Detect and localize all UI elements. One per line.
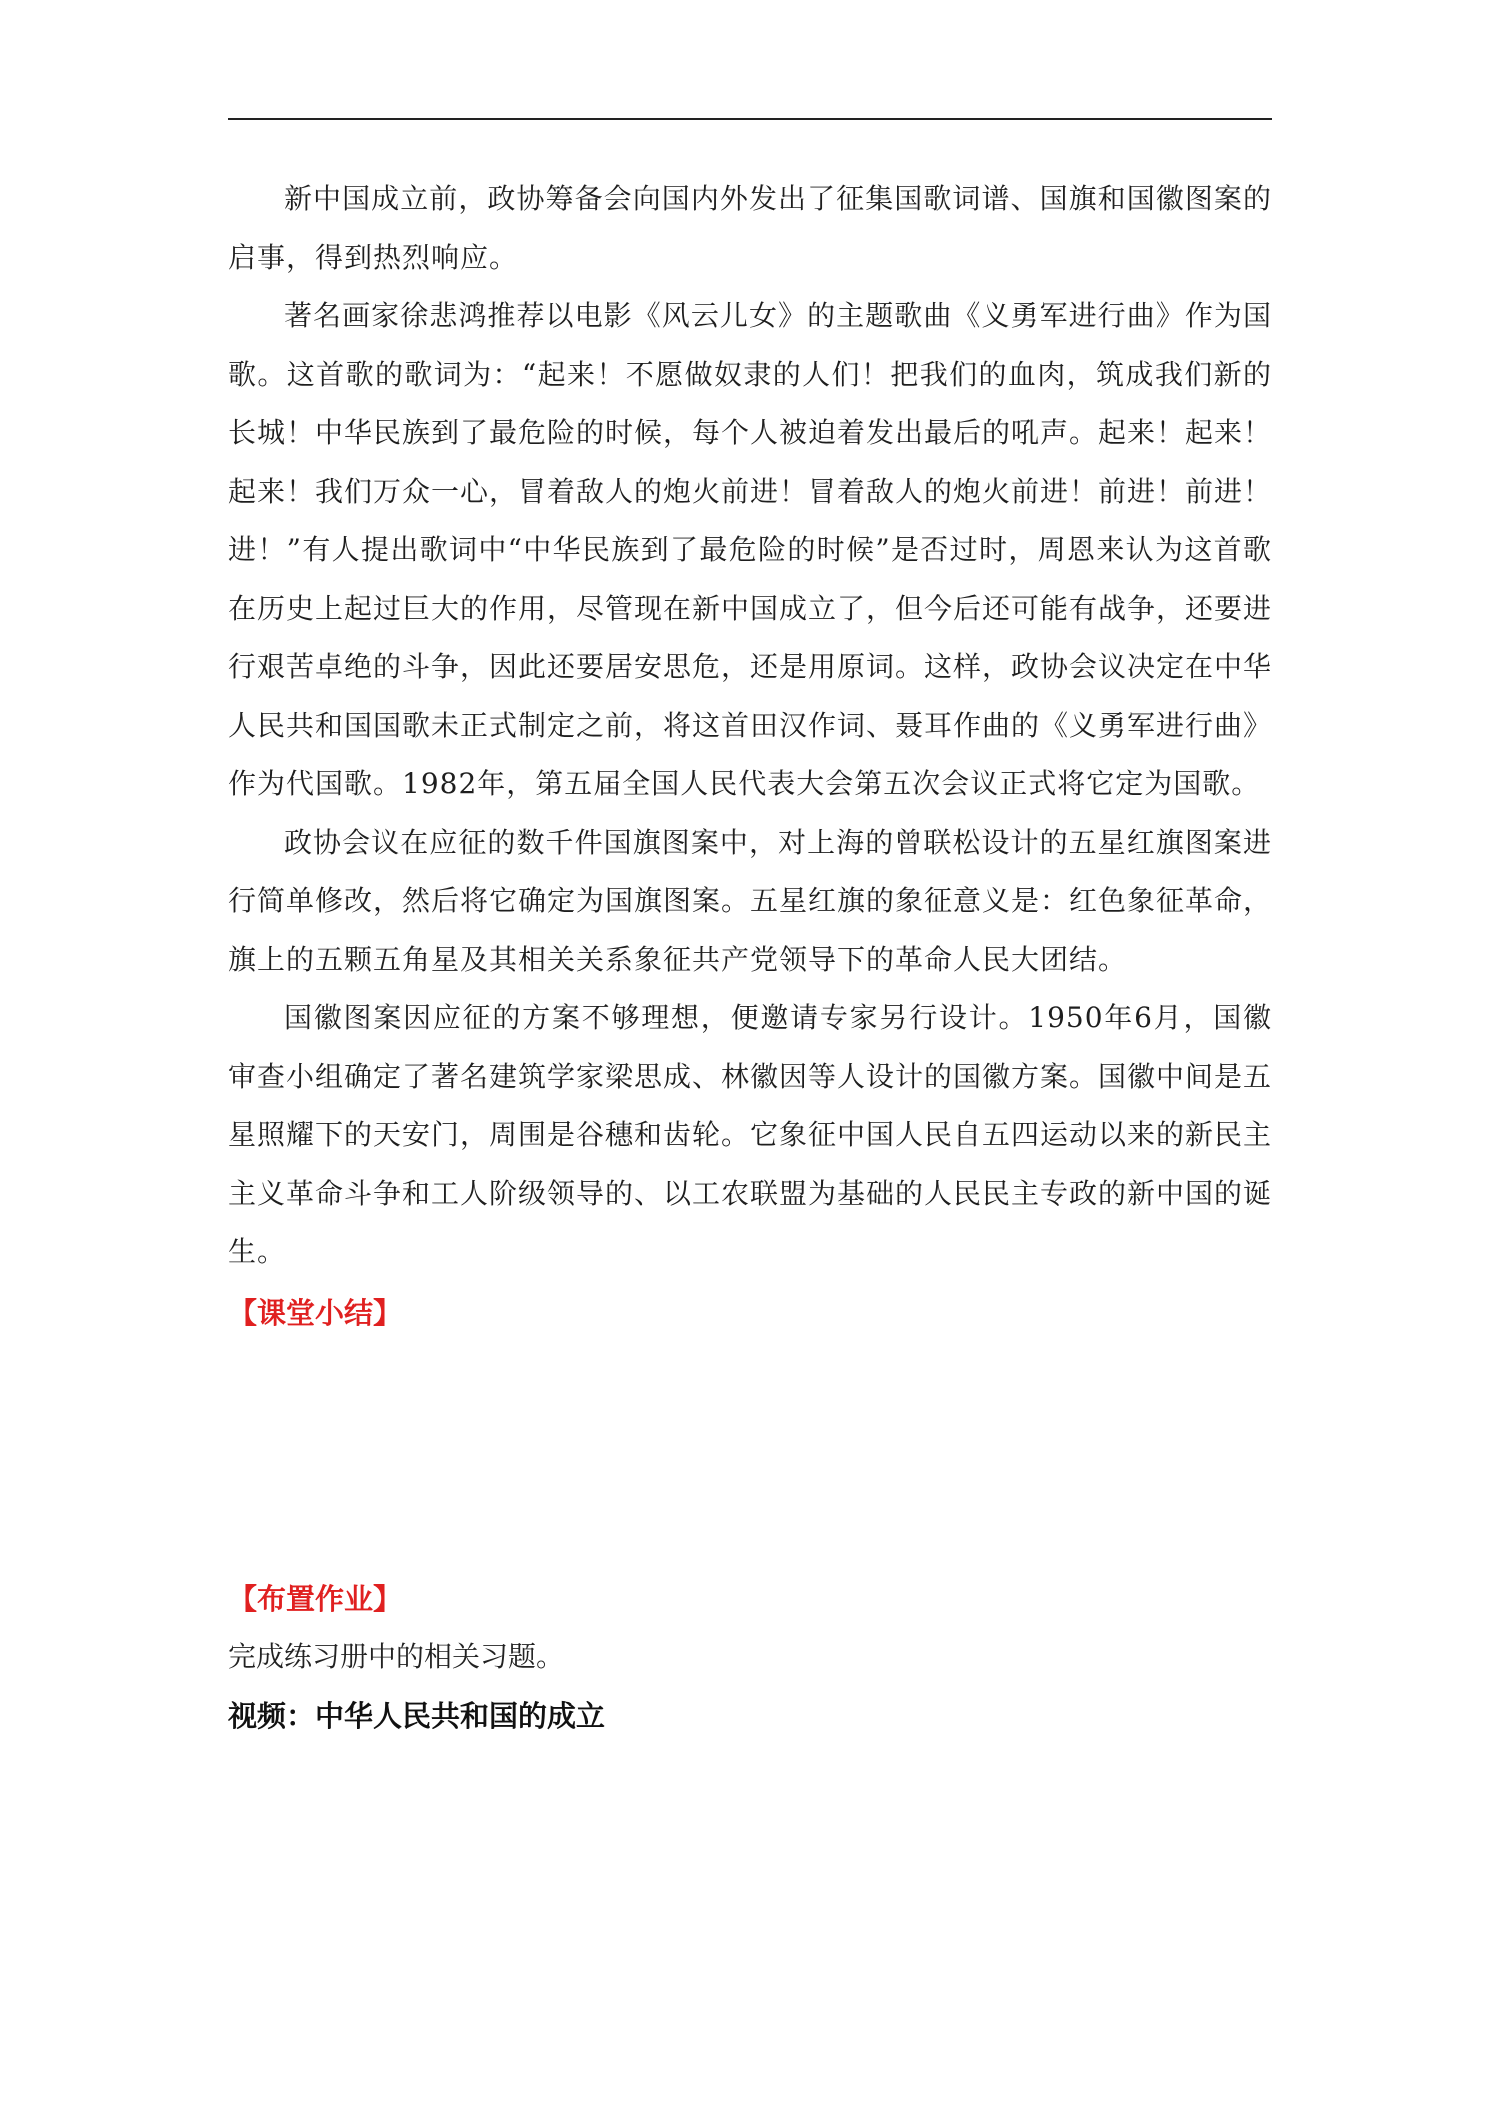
paragraph-national-anthem: 著名画家徐悲鸿推荐以电影《风云儿女》的主题歌曲《义勇军进行曲》作为国歌。这首歌的歌词为：“起来！不愿做奴隶的人们！把我们的血肉，筑成我们新的长城！中华民族到了最危险的时候，每个人被迫着发出最后的吼声。起来！起来！起来！我们万众一心，冒着敌人的炮火前进！冒着敌人的炮火前进！前进！前进！进！”有人提出歌词中“中华民族到了最危险的时候”是否过时，周恩来认为这首歌在历史上起过巨大的作用，尽管现在新中国成立了，但今后还可能有战争，还要进行艰苦卓绝的斗争，因此还要居安思危，还是用原词。这样，政协会议决定在中华人民共和国国歌未正式制定之前，将这首田汉作词、聂耳作曲的《义勇军进行曲》作为代国歌。1982年，第五届全国人民代表大会第五次会议正式将它定为国歌。 (228, 299, 1273, 800)
paragraph-solicitation: 新中国成立前，政协筹备会向国内外发出了征集国歌词谱、国旗和国徽图案的启事，得到热烈响应。 (228, 182, 1272, 274)
paragraph-national-flag: 政协会议在应征的数千件国旗图案中，对上海的曾联松设计的五星红旗图案进行简单修改，然后将它确定为国旗图案。五星红旗的象征意义是：红色象征革命，旗上的五颗五角星及其相关关系象征共产党领导下的革命人民大团结。 (228, 825, 1273, 976)
video-link-label[interactable]: 视频：中华人民共和国的成立 (228, 1698, 606, 1733)
homework-heading: 【布置作业】 (228, 1581, 403, 1616)
document-body (228, 170, 1272, 1746)
paragraph-national-emblem: 国徽图案因应征的方案不够理想，便邀请专家另行设计。1950年6月，国徽审查小组确定了著名建筑学家梁思成、林徽因等人设计的国徽方案。国徽中间是五星照耀下的天安门，周围是谷穗和齿轮。它象征中国人民自五四运动以来的新民主主义革命斗争和工人阶级领导的、以工农联盟为基础的人民民主专政的新中国的诞生。 (228, 1001, 1273, 1268)
homework-text: 完成练习册中的相关习题。 (228, 1639, 565, 1673)
header-rule (228, 118, 1272, 120)
class-summary-heading: 【课堂小结】 (228, 1295, 403, 1330)
